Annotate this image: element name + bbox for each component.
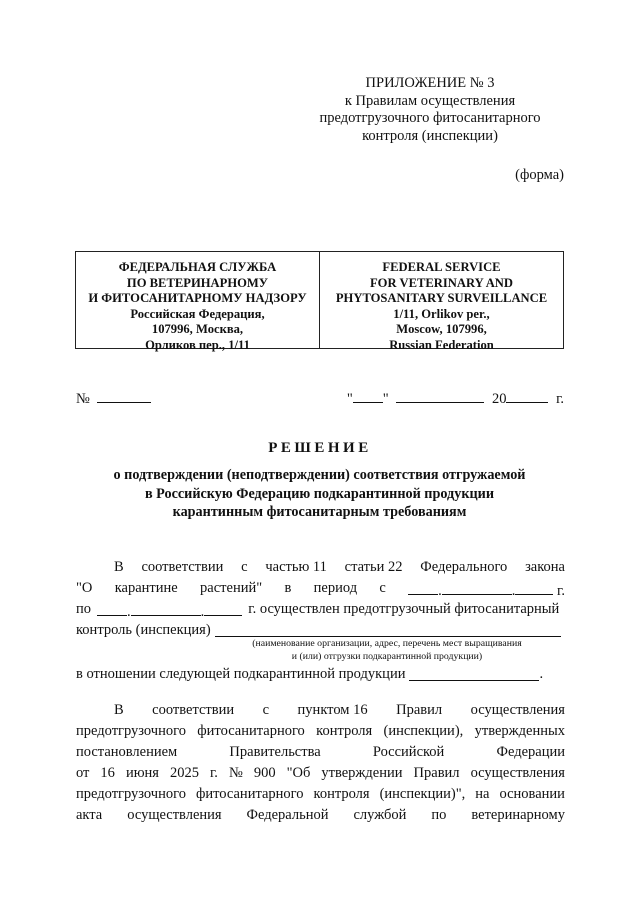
decision-title: РЕШЕНИЕ	[268, 440, 372, 456]
product-field[interactable]	[409, 666, 539, 681]
agency-ru-line: И ФИТОСАНИТАРНОМУ НАДЗОРУ	[88, 291, 307, 306]
para2-line: предотгрузочного фитосанитарного контроля (инспекции), утвержденных	[76, 723, 565, 739]
appendix-line: контроля (инспекции)	[362, 127, 498, 144]
agency-en-line: FEDERAL SERVICE	[382, 260, 501, 274]
end-month-field[interactable]	[131, 601, 201, 616]
period-end-date: . .	[97, 601, 242, 621]
agency-russian	[76, 252, 319, 352]
number-sign: №	[76, 391, 90, 407]
agency-en-line: Russian Federation	[389, 337, 494, 352]
number-field[interactable]	[97, 388, 151, 403]
day-field[interactable]	[353, 388, 383, 403]
agency-ru-line: ПО ВЕТЕРИНАРНОМУ	[126, 275, 269, 290]
start-year-field[interactable]	[515, 580, 553, 595]
para2-line: акта осуществления Федеральной службой по ветеринарному	[76, 807, 565, 823]
end-day-field[interactable]	[97, 601, 127, 616]
para1-line: контроль (инспекция)	[76, 622, 565, 639]
organization-field[interactable]	[215, 622, 561, 637]
appendix-heading	[300, 75, 560, 145]
para1-line: в отношении следующей подкарантинной продукции .	[76, 666, 544, 682]
year-field[interactable]	[506, 388, 548, 403]
agency-en-line: FOR VETERINARY AND	[369, 275, 513, 290]
agency-english	[319, 252, 563, 352]
month-field[interactable]	[396, 388, 484, 403]
decision-subtitle: о подтверждении (неподтверждении) соответствия отгружаемой в Российскую Федерацию подкарантинной продукции карантинным фитосанитарным требованиям	[113, 467, 526, 520]
para2-line: предотгрузочного фитосанитарного контроля (инспекции)", на основании	[76, 786, 565, 802]
appendix-number: ПРИЛОЖЕНИЕ № 3	[365, 75, 495, 91]
para1-line: "О карантине растений" в период с . . г.	[76, 580, 565, 599]
agency-ru-line: ФЕДЕРАЛЬНАЯ СЛУЖБА	[118, 260, 277, 274]
agency-en-line: 1/11, Orlikov per.,	[393, 306, 490, 321]
appendix-line: предотгрузочного фитосанитарного	[319, 110, 541, 126]
para2-line: В соответствии с пунктом 16 Правил осуществления	[114, 702, 565, 718]
start-month-field[interactable]	[442, 580, 512, 595]
end-year-field[interactable]	[204, 601, 242, 616]
period-start-date: . . г.	[408, 580, 565, 600]
agency-ru-line: 107996, Москва,	[151, 322, 244, 337]
para1-line: В соответствии с частью 11 статьи 22 Федерального закона	[114, 559, 565, 575]
para2-line: от 16 июня 2025 г. № 900 "Об утверждении Правил осуществления	[76, 765, 565, 781]
start-day-field[interactable]	[408, 580, 438, 595]
appendix-line: к Правилам осуществления	[344, 92, 516, 109]
agency-table	[75, 251, 564, 352]
document-number	[76, 388, 151, 408]
para2-line: постановлением Правительства Российской Федерации	[76, 744, 565, 760]
agency-ru-line: Орликов пер., 1/11	[145, 337, 250, 352]
agency-en-line: PHYTOSANITARY SURVEILLANCE	[335, 291, 548, 306]
document-date: " " 20 г.	[347, 388, 564, 408]
organization-hint: (наименование организации, адрес, перечень мест выращивания и (или) отгрузки подкарантинной продукции)	[252, 638, 522, 662]
agency-ru-line: Российская Федерация,	[130, 306, 265, 321]
para1-line: по . . г. осуществлен предотгрузочный фитосанитарный	[76, 601, 560, 620]
agency-en-line: Moscow, 107996,	[396, 322, 487, 337]
form-label: (форма)	[515, 167, 564, 183]
